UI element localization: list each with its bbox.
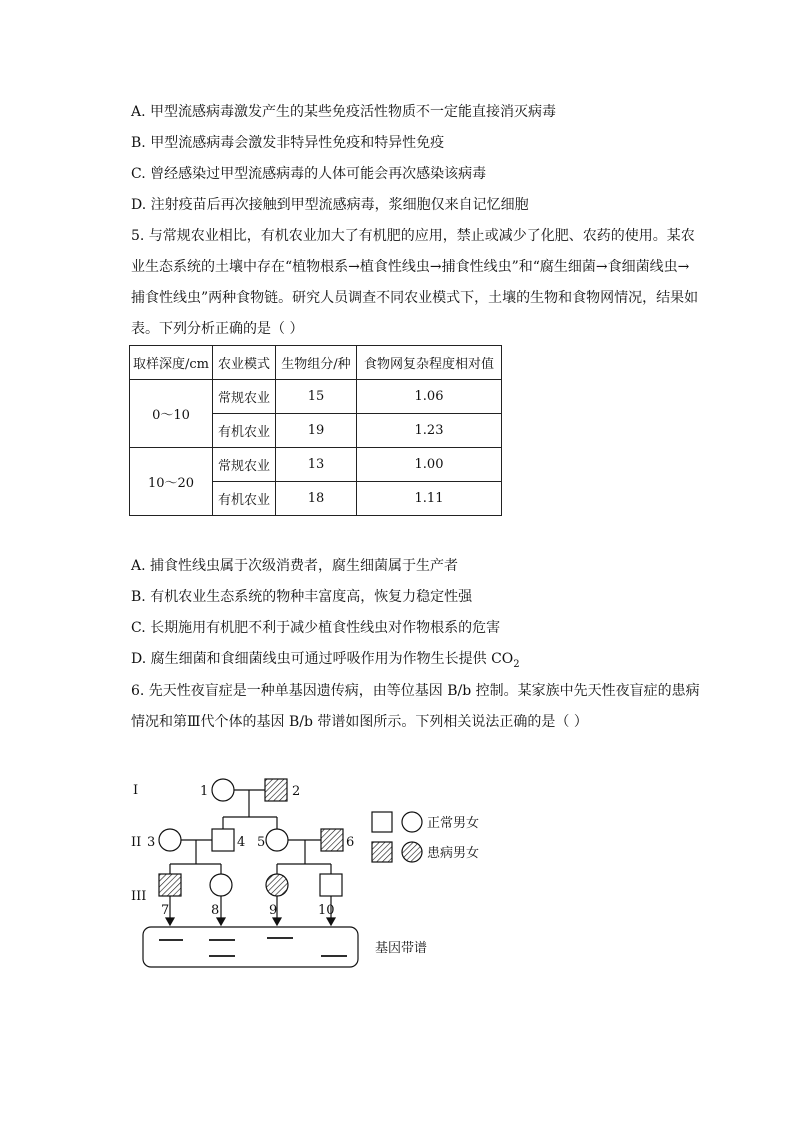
q6-stem: 6. 先天性夜盲症是一种单基因遗传病，由等位基因 B/b 控制。某家族中先天性夜盲症的患病情况和第Ⅲ代个体的基因 B/b 带谱如图所示。下列相关说法正确的是（ ） [131, 683, 700, 730]
cell-complexity: 1.00 [357, 448, 502, 482]
band-box [143, 927, 358, 967]
q4-option-c: C. 曾经感染过甲型流感病毒的人体可能会再次感染该病毒 [131, 166, 487, 182]
co2-subscript: 2 [513, 658, 520, 670]
header-mode: 农业模式 [213, 346, 276, 380]
cell-depth: 0～10 [130, 380, 213, 448]
male-normal-4 [212, 829, 234, 851]
legend-male-normal [372, 812, 392, 832]
cell-complexity: 1.11 [357, 482, 502, 516]
cell-depth: 10～20 [130, 448, 213, 516]
cell-species: 18 [276, 482, 357, 516]
q4-option-a: A. 甲型流感病毒激发产生的某些免疫活性物质不一定能直接消灭病毒 [131, 104, 557, 120]
table-row [130, 448, 502, 482]
individual-number: 1 [200, 784, 209, 799]
band-label: 基因带谱 [375, 941, 428, 956]
generation-label: III [131, 889, 147, 904]
legend-affected-label: 患病男女 [427, 846, 480, 861]
female-normal-5 [266, 829, 288, 851]
individual-number: 7 [161, 903, 170, 918]
individual-number: 4 [237, 835, 246, 850]
male-affected-2 [265, 779, 287, 801]
generation-label: I [133, 783, 139, 798]
individual-number: 3 [147, 835, 156, 850]
cell-species: 15 [276, 380, 357, 414]
cell-mode: 有机农业 [213, 414, 276, 448]
legend-female-affected [402, 842, 422, 862]
q4-option-b: B. 甲型流感病毒会激发非特异性免疫和特异性免疫 [131, 135, 445, 151]
q5-stem: 5. 与常规农业相比，有机农业加大了有机肥的应用，禁止或减少了化肥、农药的使用。某农业生态系统的土壤中存在“植物根系→植食性线虫→捕食性线虫”和“腐生细菌→食细菌线虫→捕食性线虫”两种食物链。研究人员调查不同农业模式下，土壤的生物和食物网情况，结果如表。下列分析正确的是（ ） [131, 228, 699, 337]
individual-number: 6 [346, 835, 355, 850]
pedigree-figure [125, 768, 480, 973]
cell-complexity: 1.23 [357, 414, 502, 448]
q5-option-d-text: D. 腐生细菌和食细菌线虫可通过呼吸作用为作物生长提供 CO [131, 651, 514, 667]
q4-option-d: D. 注射疫苗后再次接触到甲型流感病毒，浆细胞仅来自记忆细胞 [131, 197, 529, 213]
arrow-group [166, 896, 335, 925]
individual-number: 2 [292, 784, 301, 799]
header-complexity: 食物网复杂程度相对值 [357, 346, 502, 380]
female-normal-8 [210, 874, 232, 896]
legend-female-normal [402, 812, 422, 832]
female-affected-9 [266, 874, 288, 896]
individual-number: 9 [269, 903, 278, 918]
q5-option-b: B. 有机农业生态系统的物种丰富度高，恢复力稳定性强 [131, 589, 473, 605]
q5-data-table [129, 345, 502, 516]
q5-option-d [131, 649, 520, 675]
legend-male-affected [372, 842, 392, 862]
q5-option-a: A. 捕食性线虫属于次级消费者，腐生细菌属于生产者 [131, 558, 459, 574]
female-normal-1 [212, 779, 234, 801]
cell-species: 19 [276, 414, 357, 448]
legend-normal-label: 正常男女 [427, 816, 480, 831]
individual-number: 8 [211, 903, 220, 918]
cell-mode: 常规农业 [213, 448, 276, 482]
header-species: 生物组分/种 [276, 346, 357, 380]
individual-number: 10 [318, 903, 335, 918]
table-row [130, 380, 502, 414]
male-affected-7 [159, 874, 181, 896]
female-normal-3 [159, 829, 181, 851]
cell-complexity: 1.06 [357, 380, 502, 414]
q5-option-c: C. 长期施用有机肥不利于减少植食性线虫对作物根系的危害 [131, 620, 501, 636]
header-depth: 取样深度/cm [130, 346, 213, 380]
male-normal-10 [320, 874, 342, 896]
cell-mode: 常规农业 [213, 380, 276, 414]
table-header-row [130, 346, 502, 380]
cell-species: 13 [276, 448, 357, 482]
male-affected-6 [321, 829, 343, 851]
individual-number: 5 [257, 835, 266, 850]
generation-label: II [131, 835, 142, 850]
cell-mode: 有机农业 [213, 482, 276, 516]
